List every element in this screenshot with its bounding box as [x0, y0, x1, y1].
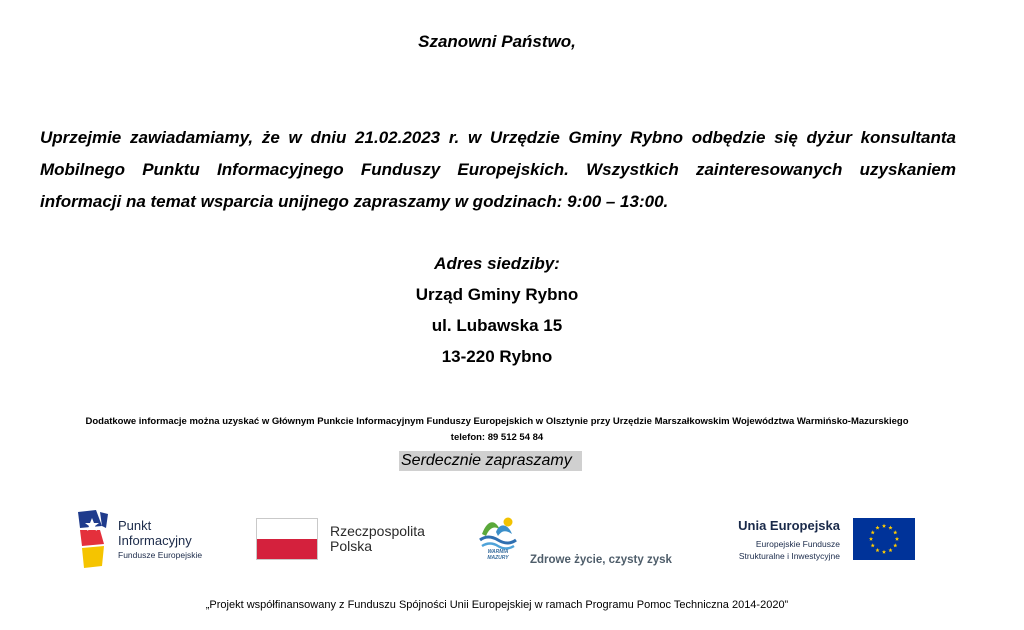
pi-title-line: Informacyjny — [118, 533, 192, 548]
footer-note: „Projekt współfinansowany z Funduszu Spójności Unii Europejskiej w ramach Programu Pomoc Techniczna 2014-2020” — [205, 599, 789, 611]
ue-title: Unia Europejska — [738, 518, 840, 533]
closing-wrapper — [399, 451, 582, 471]
unia-europejska-logo — [716, 516, 920, 566]
punkt-informacyjny-logo — [78, 510, 228, 568]
pi-subtitle: Fundusze Europejskie — [118, 550, 203, 560]
wm-caption-line: WARMIA — [487, 549, 509, 555]
wm-slogan: Zdrowe życie, czysty zysk — [530, 554, 672, 566]
announcement-line: Mobilnego Punktu Informacyjnego Funduszy Europejskich. Wszystkich zainteresowanych uzyskaniem — [40, 160, 956, 179]
announcement-line: Uprzejmie zawiadamiamy, że w dniu 21.02.2023 r. w Urzędzie Gminy Rybno odbędzie się dyżur konsultanta — [40, 128, 956, 147]
greeting: Szanowni Państwo, — [418, 32, 576, 51]
address-street: ul. Lubawska 15 — [431, 316, 563, 335]
ue-subtitle — [716, 538, 840, 562]
flag-red-stripe — [257, 539, 317, 559]
rp-title-line: Polska — [330, 538, 373, 554]
ue-subtitle-line: Strukturalne i Inwestycyjne — [738, 551, 840, 561]
ue-subtitle-line: Europejskie Fundusze — [755, 539, 840, 549]
rp-title — [330, 524, 425, 554]
eu-flag-icon — [853, 518, 915, 560]
wm-caption-line: MAZURY — [487, 555, 509, 561]
announcement-line: informacji na temat wsparcia unijnego zapraszamy w godzinach: 9:00 – 13:00. — [40, 192, 669, 211]
polish-flag-icon — [256, 518, 318, 560]
phone-number: telefon: 89 512 54 84 — [450, 432, 544, 443]
rzeczpospolita-logo — [256, 518, 456, 562]
address-label: Adres siedziby: — [434, 254, 560, 273]
fe-star-icon — [78, 510, 112, 568]
warmia-mazury-logo — [478, 516, 698, 568]
address-block — [0, 253, 994, 377]
pi-title-line: Punkt — [118, 518, 152, 533]
logo-strip — [0, 508, 1024, 568]
announcement-paragraph — [40, 122, 956, 218]
address-city: 13-220 Rybno — [441, 347, 553, 366]
address-office-name: Urząd Gminy Rybno — [415, 285, 579, 304]
additional-info: Dodatkowe informacje można uzyskać w Głównym Punkcie Informacyjnym Funduszy Europejskich w Olsztynie przy Urzędzie Marszałkowskim Województwa Warmińsko-Mazurskiego — [85, 416, 909, 427]
warmia-mazury-emblem-icon — [478, 516, 518, 550]
rp-title-line: Rzeczpospolita — [330, 523, 425, 539]
closing-text: Serdecznie zapraszamy — [399, 451, 582, 471]
wm-caption — [478, 549, 518, 561]
pi-title — [118, 518, 192, 548]
flag-white-stripe — [257, 519, 317, 539]
